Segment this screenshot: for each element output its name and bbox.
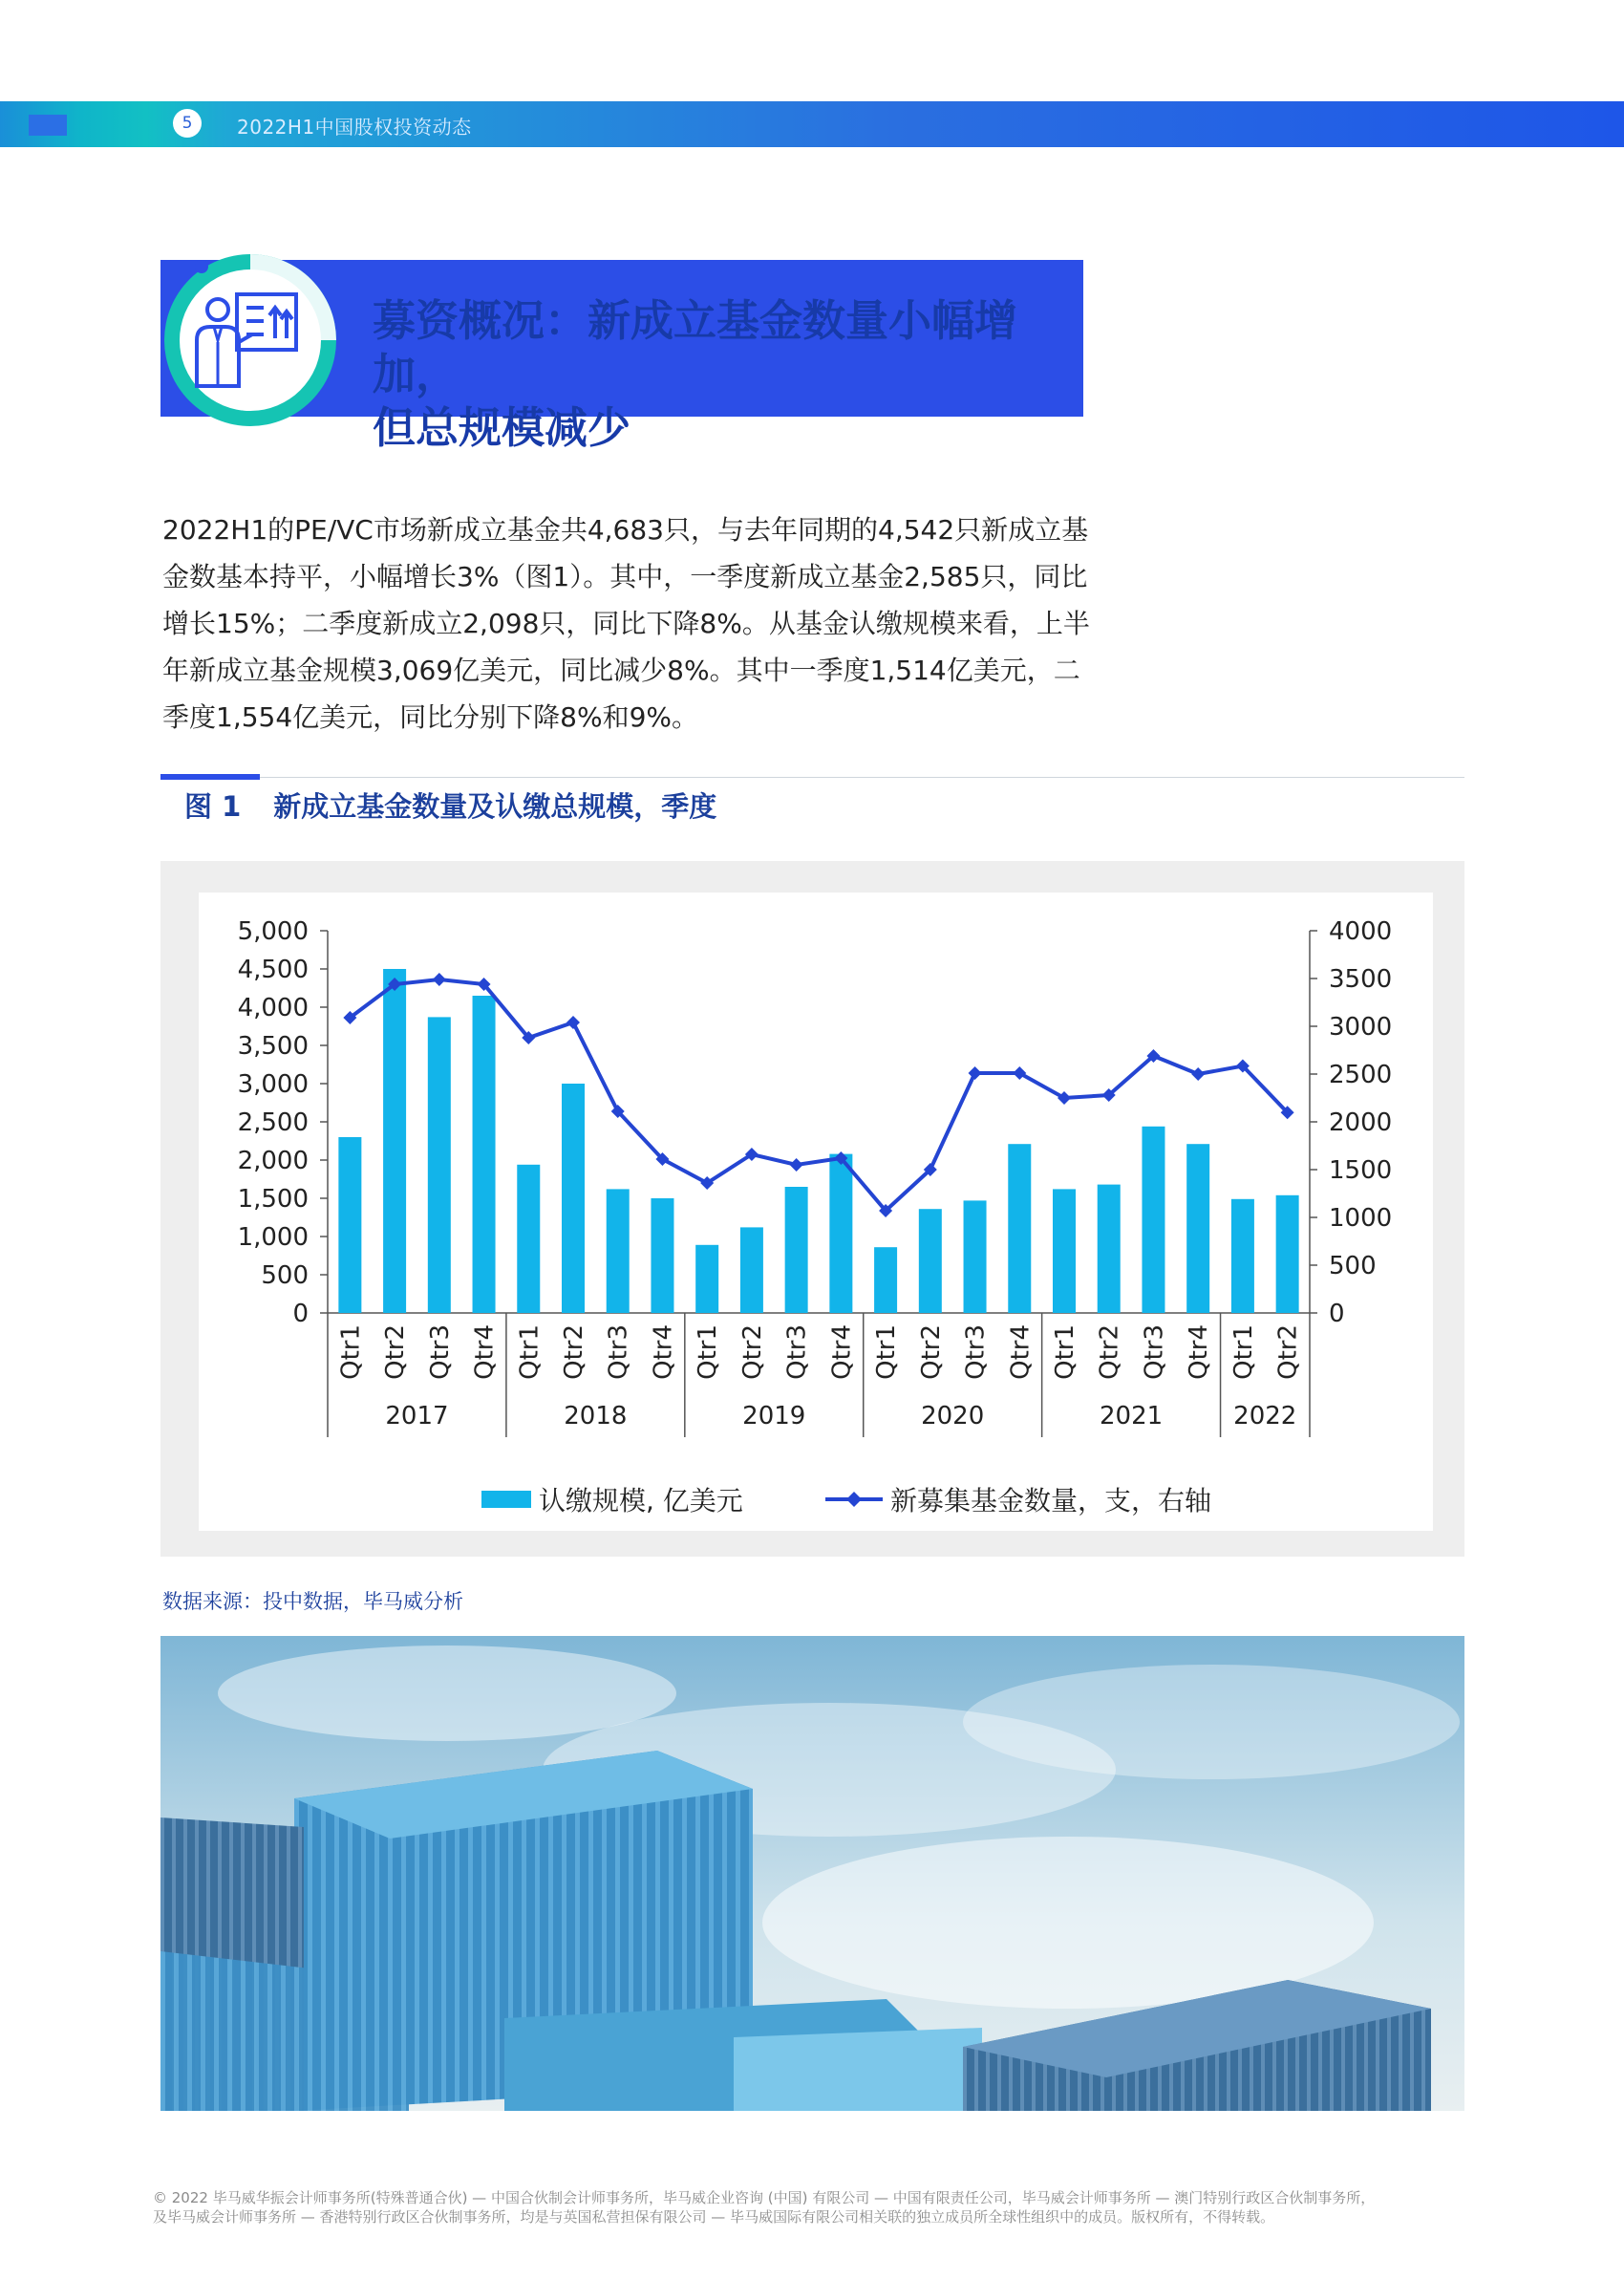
category-label: Qtr4: [827, 1324, 857, 1380]
container-photo: [160, 1636, 1464, 2111]
category-label: Qtr1: [336, 1324, 366, 1380]
section-title-line2: 但总规模减少: [373, 402, 631, 453]
line-marker: [1191, 1067, 1205, 1081]
left-tick-label: 1,000: [237, 1223, 309, 1252]
fund-chart: [199, 893, 1433, 1531]
category-label: Qtr1: [872, 1324, 902, 1380]
bar: [607, 1189, 630, 1313]
category-label: Qtr3: [604, 1324, 633, 1380]
bar: [517, 1165, 540, 1313]
footer-line2: 及毕马威会计师事务所 — 香港特别行政区合伙制事务所，均是与英国私营担保有限公司 — 毕马威国际有限公司相关联的独立成员所全球性组织中的成员。版权所有，不得转载。: [153, 2208, 1275, 2226]
category-label: Qtr1: [515, 1324, 545, 1380]
group-label: 2018: [564, 1402, 628, 1430]
left-tick-label: 2,000: [237, 1147, 309, 1175]
category-label: Qtr3: [425, 1324, 455, 1380]
category-label: Qtr2: [737, 1324, 767, 1380]
legend-line-label: 新募集基金数量，支，右轴: [890, 1485, 1212, 1516]
right-tick-label: 1500: [1329, 1156, 1393, 1185]
category-label: Qtr1: [1229, 1324, 1258, 1380]
left-tick-label: 3,500: [237, 1032, 309, 1061]
bar: [1008, 1144, 1031, 1313]
category-label: Qtr2: [560, 1324, 588, 1380]
group-label: 2022: [1233, 1402, 1297, 1430]
bar: [338, 1137, 361, 1313]
report-name: 2022H1中国股权投资动态: [237, 116, 472, 139]
right-tick-label: 3000: [1329, 1013, 1393, 1042]
bar: [740, 1227, 763, 1313]
figure-title: 新成立基金数量及认缴总规模，季度: [273, 790, 717, 823]
bar: [785, 1187, 808, 1313]
line-marker: [790, 1158, 803, 1172]
left-tick-label: 4,500: [237, 956, 309, 984]
right-tick-label: 1000: [1329, 1204, 1393, 1233]
group-label: 2019: [742, 1402, 806, 1430]
right-tick-label: 500: [1329, 1252, 1377, 1280]
bar: [1276, 1195, 1299, 1313]
category-label: Qtr4: [649, 1324, 678, 1380]
line-marker: [969, 1066, 982, 1080]
legend-bar-swatch: [481, 1491, 531, 1508]
bar: [473, 996, 496, 1313]
left-tick-label: 3,000: [237, 1070, 309, 1099]
left-tick-label: 5,000: [237, 917, 309, 946]
right-tick-label: 0: [1329, 1300, 1345, 1328]
legend-line-marker: [846, 1492, 862, 1507]
left-tick-label: 0: [292, 1300, 309, 1328]
category-label: Qtr3: [961, 1324, 991, 1380]
bar: [919, 1209, 942, 1313]
figure-caption: [184, 785, 716, 825]
bar: [1098, 1185, 1121, 1313]
footer-legal: [153, 2188, 1490, 2226]
left-tick-label: 4,000: [237, 994, 309, 1022]
bar: [964, 1200, 987, 1313]
right-tick-label: 2000: [1329, 1108, 1393, 1137]
bar: [874, 1247, 897, 1313]
category-label: Qtr3: [1140, 1324, 1169, 1380]
right-tick-label: 4000: [1329, 917, 1393, 946]
left-tick-label: 500: [261, 1261, 309, 1290]
figure-number: 图 1: [184, 790, 242, 823]
group-label: 2021: [1100, 1402, 1164, 1430]
bar: [1142, 1127, 1165, 1313]
category-label: Qtr2: [1273, 1324, 1303, 1380]
category-label: Qtr4: [470, 1324, 500, 1380]
right-tick-label: 2500: [1329, 1061, 1393, 1089]
footer-line1: © 2022 毕马威华振会计师事务所(特殊普通合伙) — 中国合伙制会计师事务所，毕马威企业咨询 (中国) 有限公司 — 中国有限责任公司，毕马威会计师事务所 — 澳门特别行政区合伙制事务所，: [153, 2189, 1376, 2206]
category-label: Qtr2: [1095, 1324, 1124, 1380]
bar: [1053, 1189, 1076, 1313]
group-label: 2020: [921, 1402, 985, 1430]
category-label: Qtr4: [1185, 1324, 1214, 1380]
figure-divider: [160, 777, 1464, 778]
page-number: 5: [173, 109, 202, 138]
left-tick-label: 2,500: [237, 1108, 309, 1137]
figure-divider-accent: [160, 774, 260, 780]
category-label: Qtr1: [1051, 1324, 1079, 1380]
bar: [651, 1198, 673, 1313]
bar: [562, 1084, 585, 1313]
category-label: Qtr3: [782, 1324, 812, 1380]
right-tick-label: 3500: [1329, 965, 1393, 994]
category-label: Qtr2: [381, 1324, 411, 1380]
body-paragraph: 2022H1的PE/VC市场新成立基金共4,683只，与去年同期的4,542只新成立基金数基本持平，小幅增长3%（图1）。其中，一季度新成立基金2,585只，同比增长15%；二季度新成立2,098只，同比下降8%。从基金认缴规模来看，上半年新成立基金规模3,069亿美元，同比减少8%。其中一季度1,514亿美元，二季度1,554亿美元，同比分别下降8%和9%。: [162, 514, 1090, 733]
presenter-board-icon: [157, 247, 344, 434]
bar: [829, 1154, 852, 1313]
line-marker: [433, 973, 446, 986]
category-label: Qtr1: [694, 1324, 723, 1380]
bar: [1186, 1144, 1209, 1313]
bar: [383, 969, 406, 1313]
category-label: Qtr2: [916, 1324, 946, 1380]
section-title-line1: 募资概况：新成立基金数量小幅增加，: [373, 295, 1018, 399]
section-icon-badge: [157, 247, 344, 434]
bar: [428, 1017, 451, 1313]
header-stub: [29, 115, 67, 136]
bar: [695, 1245, 718, 1313]
line-marker: [566, 1016, 580, 1029]
bar: [1231, 1199, 1254, 1313]
figure-source: 数据来源：投中数据，毕马威分析: [162, 1590, 463, 1613]
category-label: Qtr4: [1006, 1324, 1036, 1380]
group-label: 2017: [385, 1402, 449, 1430]
legend-bar-label: 认缴规模, 亿美元: [539, 1485, 743, 1516]
section-title: [373, 294, 1079, 455]
left-tick-label: 1,500: [237, 1185, 309, 1214]
